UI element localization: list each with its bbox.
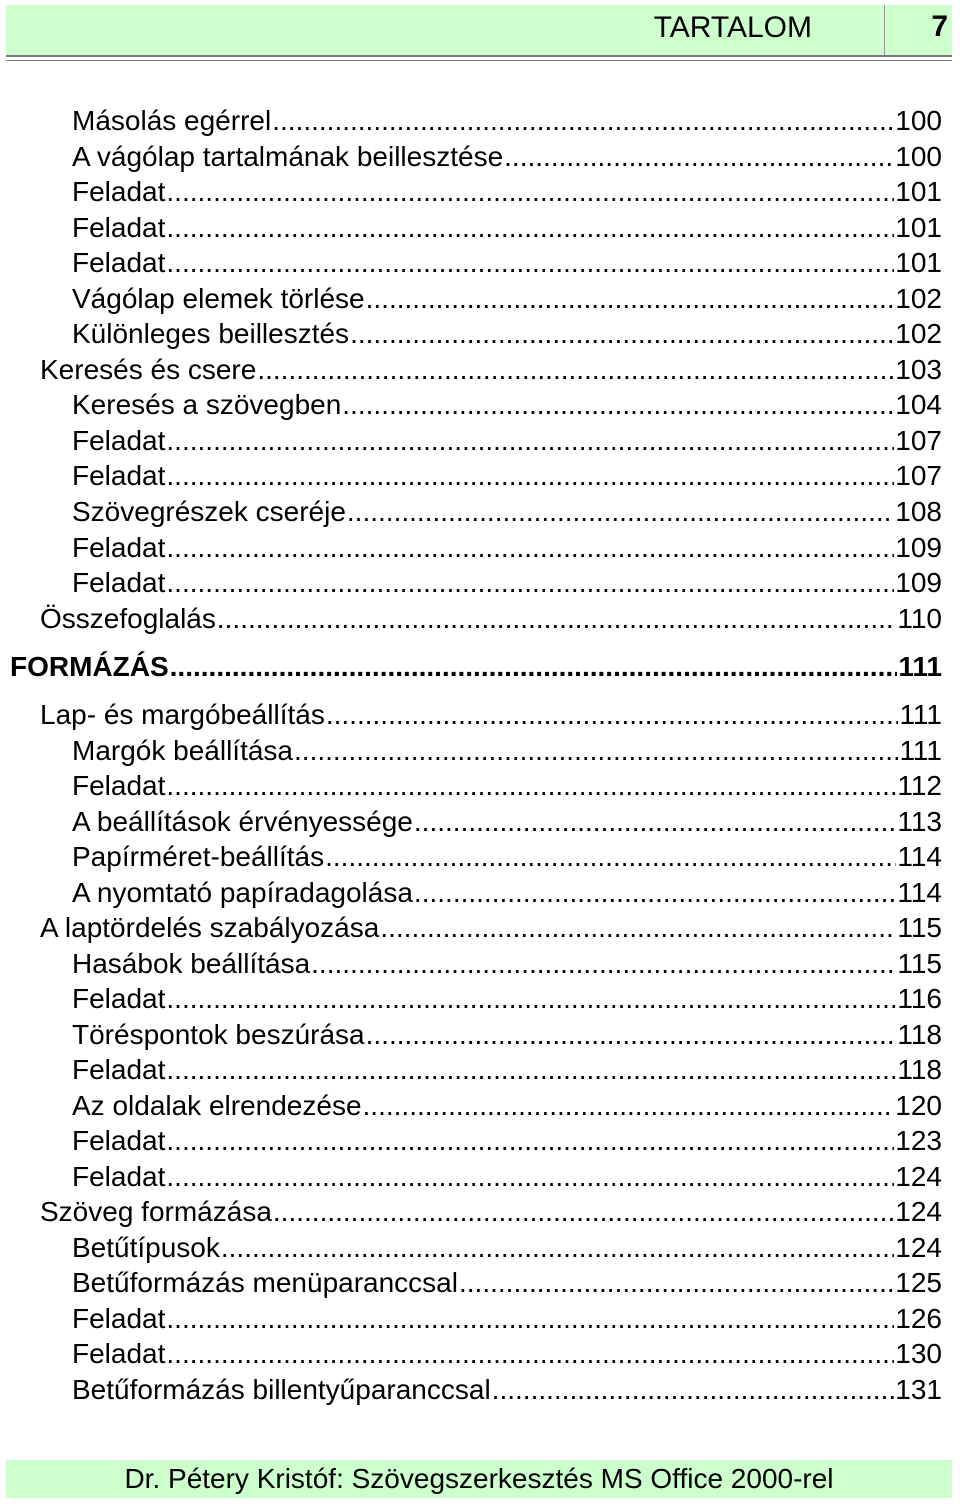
toc-dot-leader <box>342 388 894 422</box>
toc-entry-page: 110 <box>897 603 942 634</box>
toc-dot-leader <box>166 246 894 280</box>
toc-dot-leader <box>492 1373 895 1407</box>
toc-entry-page: 101 <box>895 176 942 207</box>
toc-entry-title: Feladat <box>72 1125 166 1156</box>
toc-dot-leader <box>166 1053 896 1087</box>
toc-entry-title: Különleges beillesztés <box>72 318 350 349</box>
toc-subsection-entry[interactable] <box>72 175 942 209</box>
toc-entry-title: Betűtípusok <box>72 1232 220 1263</box>
toc-subsection-entry[interactable] <box>72 246 942 280</box>
toc-entry-title: Feladat <box>72 247 166 278</box>
toc-subsection-entry[interactable] <box>72 1160 942 1194</box>
toc-subsection-entry[interactable] <box>72 104 942 138</box>
toc-dot-leader <box>166 1337 894 1371</box>
toc-dot-leader <box>366 282 895 316</box>
toc-dot-leader <box>166 531 894 565</box>
page-footer <box>6 1460 952 1498</box>
toc-entry-title: Feladat <box>72 460 166 491</box>
toc-entry-page: 114 <box>897 841 942 872</box>
header-title: TARTALOM <box>653 11 812 44</box>
toc-section-entry[interactable] <box>40 1195 942 1229</box>
toc-entry-page: 114 <box>897 877 942 908</box>
toc-dot-leader <box>504 140 894 174</box>
toc-dot-leader <box>294 734 898 768</box>
toc-subsection-entry[interactable] <box>72 211 942 245</box>
toc-entry-title: A beállítások érvényessége <box>72 806 413 837</box>
toc-dot-leader <box>166 211 894 245</box>
toc-subsection-entry[interactable] <box>72 566 942 600</box>
toc-entry-page: 123 <box>895 1125 942 1156</box>
toc-subsection-entry[interactable] <box>72 282 942 316</box>
toc-entry-title: Másolás egérrel <box>72 105 272 136</box>
toc-entry-title: Szöveg formázása <box>40 1196 272 1227</box>
toc-dot-leader <box>414 805 896 839</box>
toc-dot-leader <box>170 650 898 684</box>
toc-entry-title: Lap- és margóbeállítás <box>40 699 325 730</box>
toc-entry-title: Feladat <box>72 1054 166 1085</box>
toc-subsection-entry[interactable] <box>72 140 942 174</box>
toc-dot-leader <box>166 1124 894 1158</box>
toc-dot-leader <box>366 1018 897 1052</box>
toc-entry-page: 109 <box>895 567 942 598</box>
toc-entry-title: Töréspontok beszúrása <box>72 1019 365 1050</box>
toc-dot-leader <box>325 840 896 874</box>
toc-entry-title: Vágólap elemek törlése <box>72 283 365 314</box>
toc-entry-title: Szövegrészek cseréje <box>72 496 346 527</box>
toc-entry-page: 115 <box>897 912 942 943</box>
toc-dot-leader <box>166 424 894 458</box>
toc-entry-title: Hasábok beállítása <box>72 948 311 979</box>
toc-entry-page: 116 <box>897 983 942 1014</box>
toc-dot-leader <box>166 1302 894 1336</box>
toc-entry-page: 107 <box>895 425 942 456</box>
toc-subsection-entry[interactable] <box>72 805 942 839</box>
toc-entry-page: 115 <box>897 948 942 979</box>
header-divider <box>884 5 885 55</box>
toc-entry-title: Feladat <box>72 1303 166 1334</box>
toc-dot-leader <box>166 1160 894 1194</box>
toc-chapter-entry[interactable] <box>10 650 942 684</box>
toc-subsection-entry[interactable] <box>72 876 942 910</box>
toc-entry-page: 103 <box>895 354 942 385</box>
toc-entry-title: A laptördelés szabályozása <box>40 912 380 943</box>
toc-dot-leader <box>272 104 894 138</box>
toc-dot-leader <box>257 353 894 387</box>
toc-subsection-entry[interactable] <box>72 1089 942 1123</box>
toc-entry-page: 101 <box>895 247 942 278</box>
toc-entry-page: 102 <box>895 283 942 314</box>
toc-entry-title: Papírméret-beállítás <box>72 841 325 872</box>
toc-entry-page: 107 <box>895 460 942 491</box>
toc-section-entry[interactable] <box>40 698 942 732</box>
toc-entry-page: 102 <box>895 318 942 349</box>
toc-subsection-entry[interactable] <box>72 495 942 529</box>
toc-dot-leader <box>350 317 894 351</box>
toc-subsection-entry[interactable] <box>72 769 942 803</box>
toc-entry-title: Margók beállítása <box>72 735 294 766</box>
toc-entry-title: Feladat <box>72 983 166 1014</box>
toc-subsection-entry[interactable] <box>72 1053 942 1087</box>
toc-entry-title: Feladat <box>72 425 166 456</box>
toc-entry-page: 100 <box>895 105 942 136</box>
toc-subsection-entry[interactable] <box>72 531 942 565</box>
toc-dot-leader <box>363 1089 895 1123</box>
toc-entry-page: 109 <box>895 532 942 563</box>
toc-subsection-entry[interactable] <box>72 424 942 458</box>
toc-entry-page: 118 <box>897 1054 942 1085</box>
toc-entry-title: Betűformázás billentyűparanccsal <box>72 1374 491 1405</box>
toc-dot-leader <box>166 769 896 803</box>
toc-entry-title: Keresés és csere <box>40 354 257 385</box>
toc-dot-leader <box>166 566 894 600</box>
toc-entry-page: 131 <box>895 1374 942 1405</box>
toc-dot-leader <box>326 698 899 732</box>
toc-entry-page: 130 <box>895 1338 942 1369</box>
toc-entry-title: Feladat <box>72 176 166 207</box>
toc-dot-leader <box>311 947 896 981</box>
toc-entry-page: 124 <box>895 1161 942 1192</box>
toc-entry-page: 124 <box>895 1196 942 1227</box>
toc-entry-title: FORMÁZÁS <box>10 651 169 682</box>
toc-entry-page: 108 <box>895 496 942 527</box>
toc-entry-page: 111 <box>899 699 942 730</box>
toc-subsection-entry[interactable] <box>72 1337 942 1371</box>
toc-entry-title: A vágólap tartalmának beillesztése <box>72 141 504 172</box>
toc-entry-title: Feladat <box>72 770 166 801</box>
toc-entry-title: Keresés a szövegben <box>72 389 342 420</box>
toc-entry-page: 112 <box>897 770 942 801</box>
toc-dot-leader <box>273 1195 894 1229</box>
header-page-number: 7 <box>931 10 948 43</box>
toc-subsection-entry[interactable] <box>72 1124 942 1158</box>
toc-section-entry[interactable] <box>40 911 942 945</box>
toc-entry-title: Feladat <box>72 1338 166 1369</box>
toc-subsection-entry[interactable] <box>72 734 942 768</box>
toc-entry-title: Betűformázás menüparanccsal <box>72 1267 458 1298</box>
toc-subsection-entry[interactable] <box>72 317 942 351</box>
toc-entry-title: A nyomtató papíradagolása <box>72 877 413 908</box>
toc-dot-leader <box>166 459 894 493</box>
toc-entry-page: 104 <box>895 389 942 420</box>
toc-dot-leader <box>414 876 896 910</box>
toc-entry-title: Feladat <box>72 212 166 243</box>
toc-dot-leader <box>347 495 894 529</box>
toc-dot-leader <box>459 1266 894 1300</box>
toc-entry-page: 125 <box>895 1267 942 1298</box>
toc-entry-page: 101 <box>895 212 942 243</box>
toc-subsection-entry[interactable] <box>72 1302 942 1336</box>
toc-entry-page: 120 <box>895 1090 942 1121</box>
toc-entry-title: Feladat <box>72 1161 166 1192</box>
toc-entry-title: Összefoglalás <box>40 603 216 634</box>
toc-dot-leader <box>380 911 896 945</box>
toc-subsection-entry[interactable] <box>72 459 942 493</box>
toc-dot-leader <box>166 175 894 209</box>
toc-dot-leader <box>221 1231 894 1265</box>
toc-entry-title: Feladat <box>72 532 166 563</box>
toc-entry-page: 111 <box>898 651 942 682</box>
toc-subsection-entry[interactable] <box>72 1373 942 1407</box>
toc-entry-page: 113 <box>897 806 942 837</box>
footer-text: Dr. Pétery Kristóf: Szövegszerkesztés MS Office 2000-rel <box>124 1463 834 1494</box>
toc-section-entry[interactable] <box>40 353 942 387</box>
toc-entry-page: 126 <box>895 1303 942 1334</box>
toc-entry-page: 118 <box>897 1019 942 1050</box>
toc-entry-page: 111 <box>899 735 942 766</box>
toc-subsection-entry[interactable] <box>72 1018 942 1052</box>
toc-section-entry[interactable] <box>40 602 942 636</box>
toc-subsection-entry[interactable] <box>72 947 942 981</box>
toc-subsection-entry[interactable] <box>72 1266 942 1300</box>
toc-subsection-entry[interactable] <box>72 982 942 1016</box>
toc-subsection-entry[interactable] <box>72 388 942 422</box>
toc-dot-leader <box>217 602 896 636</box>
toc-entry-page: 124 <box>895 1232 942 1263</box>
toc-entry-page: 100 <box>895 141 942 172</box>
toc-subsection-entry[interactable] <box>72 1231 942 1265</box>
toc-entry-title: Az oldalak elrendezése <box>72 1090 362 1121</box>
toc-entry-title: Feladat <box>72 567 166 598</box>
toc-subsection-entry[interactable] <box>72 840 942 874</box>
toc-dot-leader <box>166 982 896 1016</box>
page-header <box>6 5 952 57</box>
